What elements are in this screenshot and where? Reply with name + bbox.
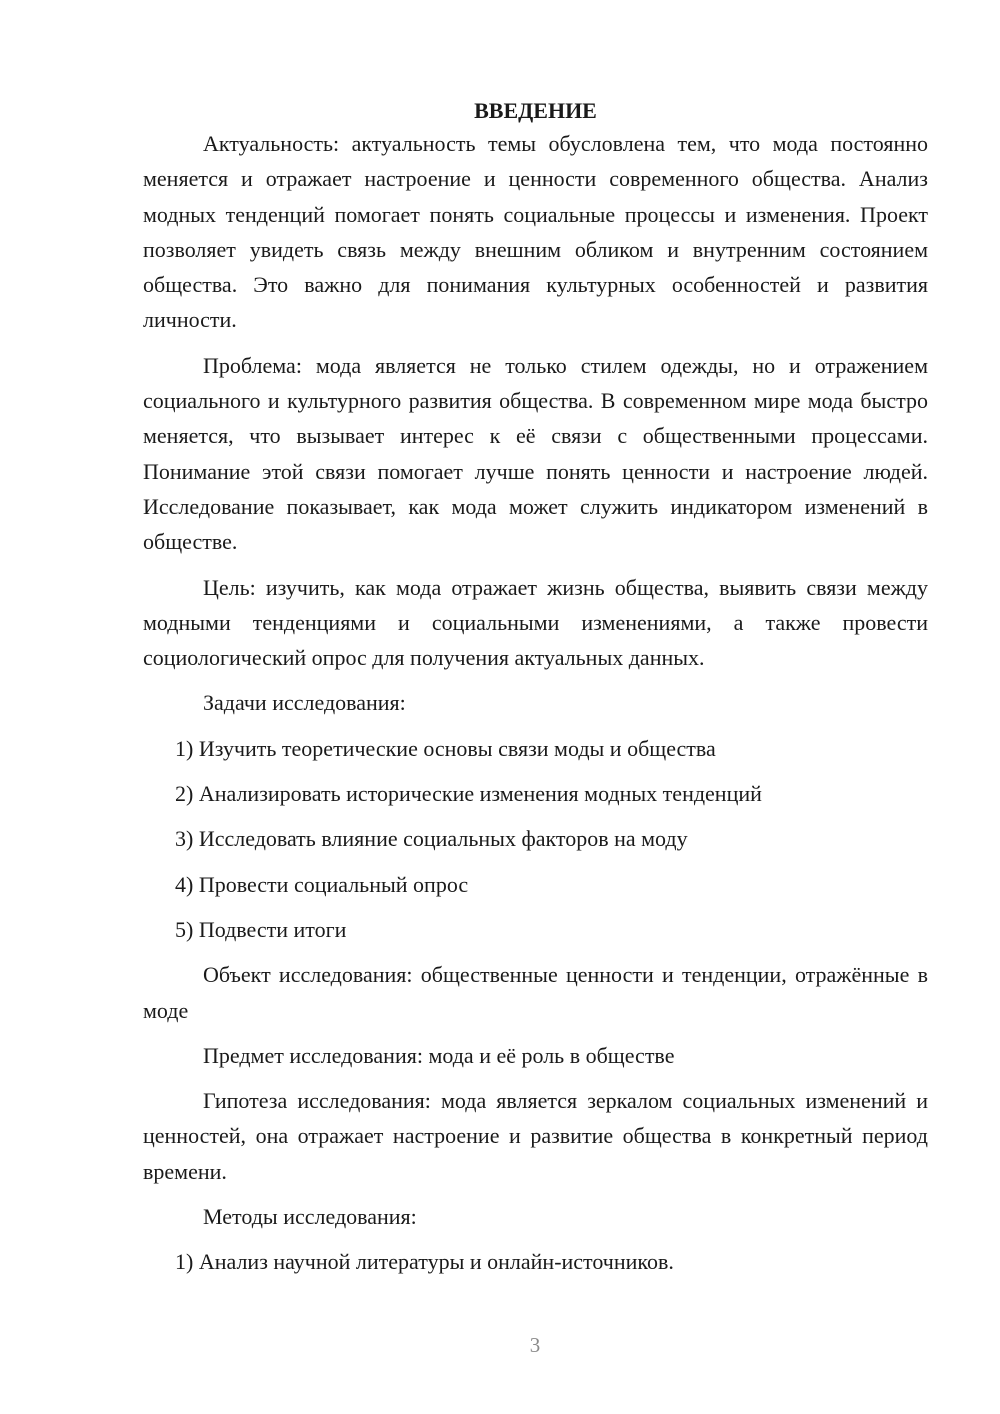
page-content	[143, 94, 928, 1290]
list-item: 1) Изучить теоретические основы связи моды и общества	[175, 735, 716, 761]
goal-paragraph: Цель: изучить, как мода отражает жизнь общества, выявить связи между модными тенденциями и социальными изменениями, а также провести социологический опрос для получения актуальных данных.	[143, 574, 928, 671]
page-number: 3	[529, 1333, 541, 1357]
list-item: 1) Анализ научной литературы и онлайн-источников.	[175, 1249, 674, 1275]
tasks-list	[143, 731, 928, 947]
relevance-paragraph: Актуальность: актуальность темы обусловлена тем, что мода постоянно меняется и отражает настроение и ценности современного общества. Анализ модных тенденций помогает понять социальные процессы и изменения. Проект позволяет увидеть связь между внешним обликом и внутренним состоянием общества. Это важно для понимания культурных особенностей и развития личности.	[143, 131, 928, 333]
hypothesis-paragraph: Гипотеза исследования: мода является зеркалом социальных изменений и ценностей, она отражает настроение и развитие общества в конкретный период времени.	[143, 1088, 928, 1184]
methods-list	[143, 1244, 928, 1279]
list-item: 4) Провести социальный опрос	[175, 871, 469, 897]
problem-paragraph: Проблема: мода является не только стилем одежды, но и отражением социального и культурного развития общества. В современном мире мода быстро меняется, что вызывает интерес к её связи с общественными процессами. Понимание этой связи помогает лучше понять ценности и настроение людей. Исследование показывает, как мода может служить индикатором изменений в обществе.	[143, 352, 928, 555]
tasks-title: Задачи исследования:	[203, 690, 406, 716]
list-item: 5) Подвести итоги	[175, 916, 347, 942]
subject-line: Предмет исследования: мода и её роль в обществе	[203, 1042, 675, 1068]
list-item: 3) Исследовать влияние социальных факторов на моду	[175, 826, 688, 852]
section-heading: ВВЕДЕНИЕ	[474, 98, 597, 123]
list-item: 2) Анализировать исторические изменения модных тенденций	[175, 781, 762, 807]
methods-title: Методы исследования:	[203, 1204, 417, 1230]
object-paragraph: Объект исследования: общественные ценности и тенденции, отражённые в моде	[143, 962, 928, 1023]
